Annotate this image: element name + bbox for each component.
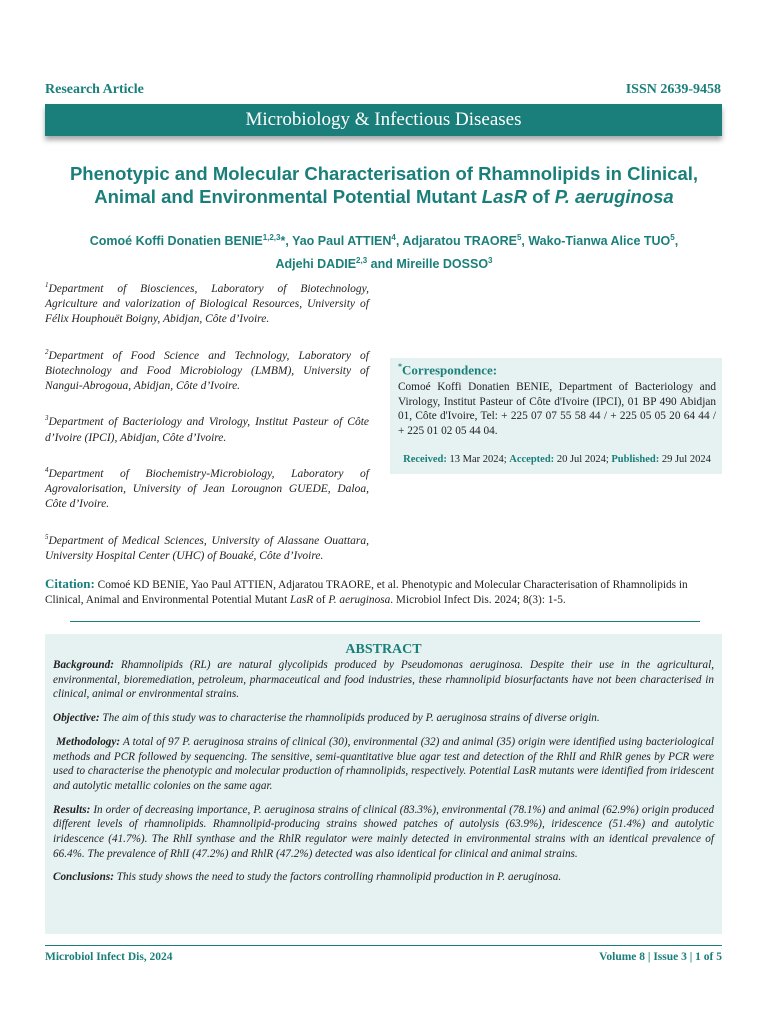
abstract-conclusions: Conclusions: This study shows the need to study the factors controlling rhamnolipid production in P. aeruginosa. [53, 871, 562, 884]
abstract-objective: Objective: The aim of this study was to characterise the rhamnolipids produced by P. aeruginosa strains of diverse origin. [53, 712, 600, 725]
abstract-results: Results: In order of decreasing importance, P. aeruginosa strains of clinical (83.3%), environmental (78.1%) and animal (62.9%) origin produced different levels of rhamnolipids. Rhamnolipid-producing strains showed patches of autolysis (63.9%), iridescence (51.4%) and autolytic iridescence (41.7%). The RhlI synthase and the RhlR regulator were mainly detected in environmental strains with an identical prevalence of 66.4%. The prevalence of RhlI (47.2%) and RhlR (47.2%) detected was also identical for clinical and animal strains. [53, 803, 714, 860]
author: Mireille DOSSO$^3$ [396, 256, 493, 272]
footer-divider [45, 945, 722, 946]
affiliation-item: $^1$Department of Biosciences, Laboratory of Biotechnology, Agriculture and valorization of Biological Resources, University of Félix Houphouët Boigny, Abidjan, Côte d’Ivoire. [45, 281, 369, 326]
divider [70, 621, 700, 622]
paper-title: Phenotypic and Molecular Characterisation of Rhamnolipids in Clinical, Animal and Environmental Potential Mutant LasR of P. aeruginosa [69, 163, 699, 207]
publication-dates: Received: 13 Mar 2024; Accepted: 20 Jul 2024; Published: 29 Jul 2024 [403, 454, 711, 465]
author: Adjehi DADIE$^{2,3}$ and [275, 256, 397, 272]
affiliation-item: $^4$Department of Biochemistry-Microbiology, Laboratory of Agrovalorisation, University of Jean Lorougnon GUEDE, Daloa, Côte d’Ivoire. [45, 465, 369, 511]
author: Comoé Koffi Donatien BENIE$^{1,2,3}$*, [89, 233, 293, 249]
author: Yao Paul ATTIEN$^4$, [292, 233, 403, 249]
affiliation-item: $^2$Department of Food Science and Technology, Laboratory of Biotechnology and Food Microbiology (LMBM), University of Nangui-Abrogoua, Abidjan, Côte d’Ivoire. [45, 347, 369, 393]
author: Wako-Tianwa Alice TUO$^5$, [528, 233, 679, 249]
correspondence-heading: *Correspondence: [398, 362, 498, 378]
article-type-label: Research Article [45, 82, 144, 97]
abstract-methodology: Methodology: A total of 97 P. aeruginosa strains of clinical (30), environmental (32) and animal (35) origin were identified using bacteriological methods and PCR followed by sequencing. The sensitive, semi-quantitative blue agar test and detection of the RhlI and RhlR genes by PCR were used to characterise the phenotypic and molecular production of rhamnolipids, respectively. Potential LasR mutants were identified from iridescent and autolytic metallic colonies on the same agar. [53, 735, 714, 792]
footer-page-info: Volume 8 | Issue 3 | 1 of 5 [599, 951, 722, 963]
affiliations [45, 278, 369, 581]
author: Adjaratou TRAORE$^5$, [402, 233, 529, 249]
affiliation-item: $^5$Department of Medical Sciences, University of Alassane Ouattara, University Hospital Center (UHC) of Bouaké, Côte d’Ivoire. [45, 532, 369, 562]
abstract-box [45, 634, 722, 934]
abstract-heading: ABSTRACT [345, 642, 422, 657]
issn-label: ISSN 2639-9458 [625, 82, 721, 97]
author-list [40, 228, 728, 274]
journal-banner: Microbiology & Infectious Diseases [45, 104, 722, 136]
citation: Citation: Comoé KD BENIE, Yao Paul ATTIEN, Adjaratou TRAORE, et al. Phenotypic and Molecular Characterisation of Rhamnolipids in Clinical, Animal and Environmental Potential Mutant LasR of P. aeruginosa. Microbiol Infect Dis. 2024; 8(3): 1-5. [45, 576, 688, 606]
correspondence-box [390, 358, 722, 474]
footer-journal: Microbiol Infect Dis, 2024 [45, 951, 173, 963]
correspondence-text: Comoé Koffi Donatien BENIE, Department of Bacteriology and Virology, Institut Pasteur of Côte d'Ivoire (IPCI), 01 BP 490 Abidjan 01, Côte d'Ivoire, Tel: + 225 07 07 55 58 44 / + 225 05 05 20 64 44 / + 225 01 02 05 44 04. [398, 381, 716, 437]
citation-label: Citation: [45, 576, 95, 591]
affiliation-item: $^3$Department of Bacteriology and Virology, Institut Pasteur of Côte d’Ivoire (IPCI), Abidjan, Côte d’Ivoire. [45, 414, 369, 444]
abstract-background: Background: Rhamnolipids (RL) are natural glycolipids produced by Pseudomonas aeruginosa. Despite their use in the agricultural, environmental, bioremediation, petroleum, pharmaceutical and food industries, these rhamnolipid biosurfactants have not been characterised in clinical, animal or environmental strains. [53, 659, 714, 701]
